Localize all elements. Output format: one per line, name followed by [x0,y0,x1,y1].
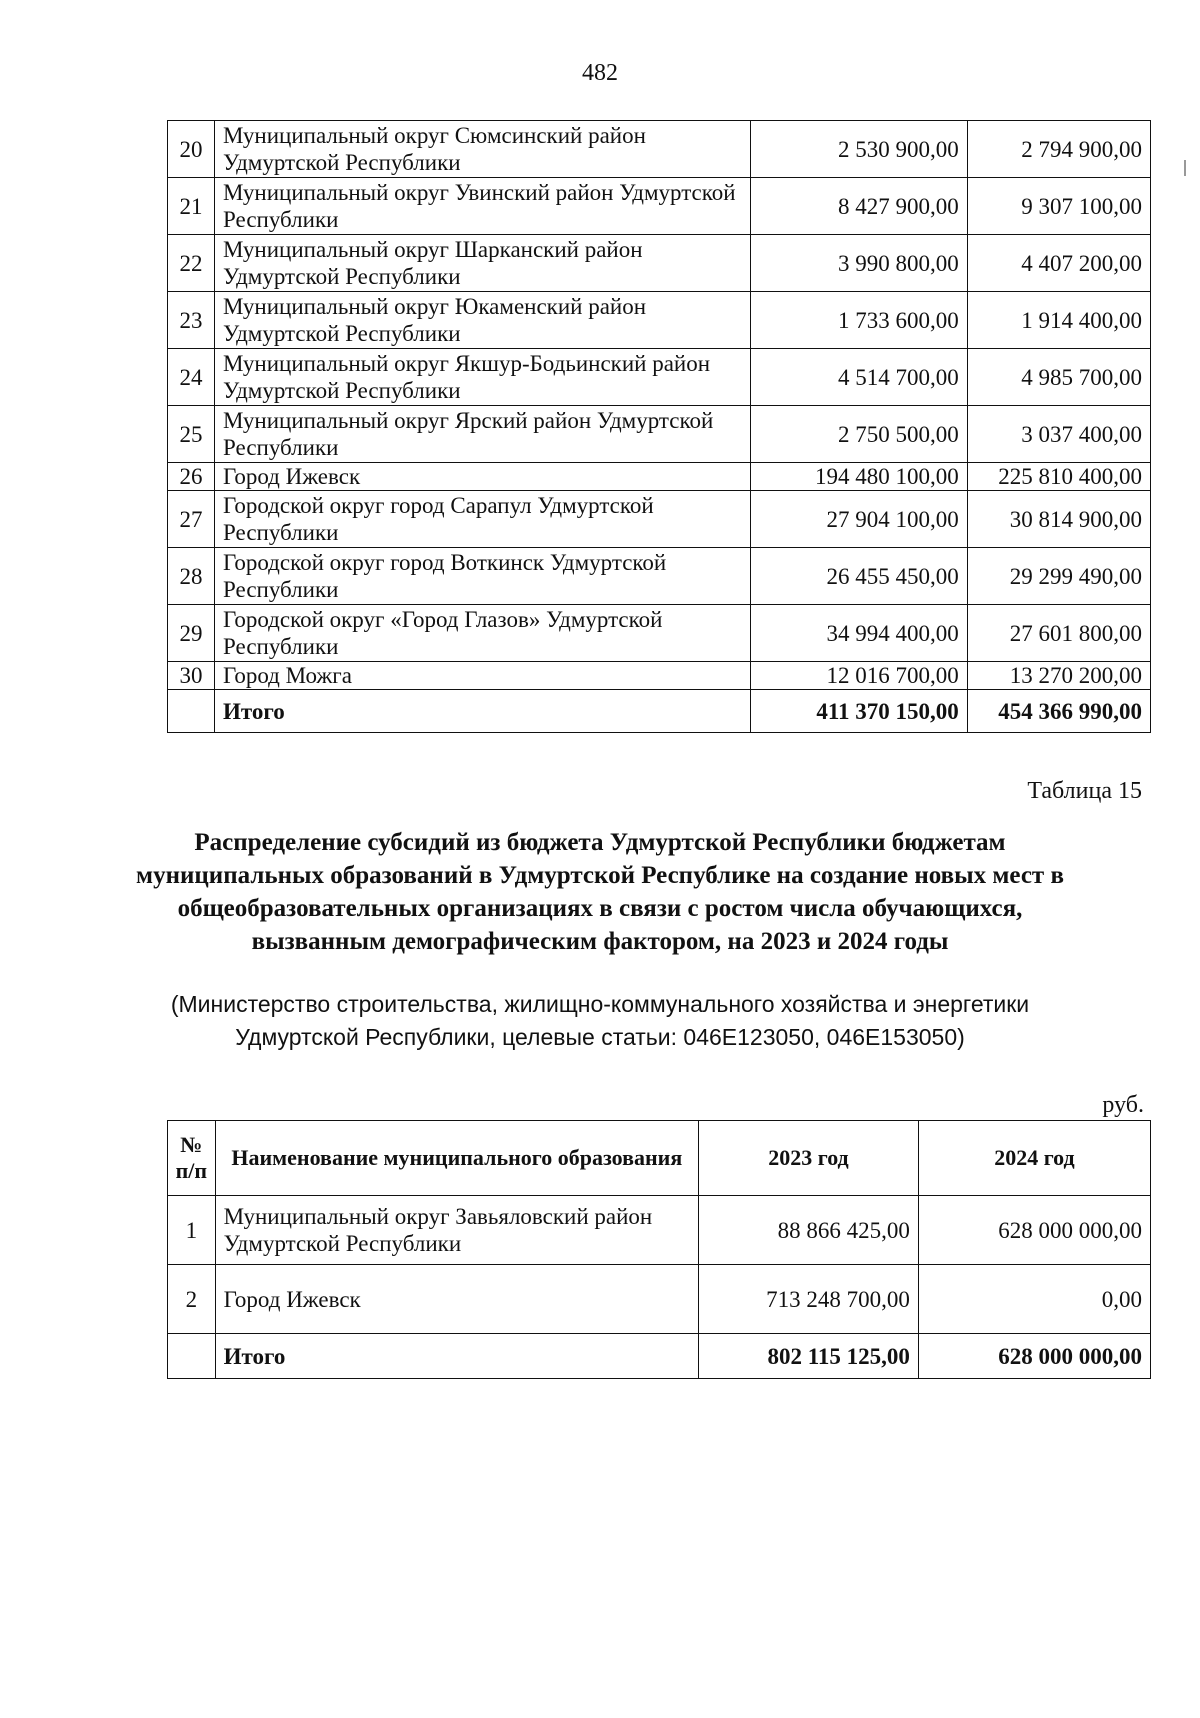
row-number: 30 [168,662,215,690]
amount-2023: 1 733 600,00 [750,292,967,349]
row-number: 29 [168,605,215,662]
municipality-name: Муниципальный округ Завьяловский район Удмуртской Республики [215,1196,698,1265]
table-15 [167,1120,1151,1379]
municipality-name: Город Можга [215,662,751,690]
row-number-empty [168,1334,216,1379]
row-number: 22 [168,235,215,292]
table-row [168,178,1151,235]
amount-2023: 88 866 425,00 [699,1196,919,1265]
amount-2024: 9 307 100,00 [967,178,1150,235]
amount-2023: 4 514 700,00 [750,349,967,406]
total-label: Итого [215,1334,698,1379]
table-row [168,406,1151,463]
municipality-name: Муниципальный округ Юкаменский район Удмуртской Республики [215,292,751,349]
row-number: 21 [168,178,215,235]
table-row [168,1196,1151,1265]
amount-2023: 2 530 900,00 [750,121,967,178]
row-number: 27 [168,491,215,548]
table-row [168,491,1151,548]
header-2023: 2023 год [699,1121,919,1196]
total-2023: 411 370 150,00 [750,690,967,733]
table-row [168,1265,1151,1334]
amount-2024: 0,00 [918,1265,1150,1334]
table-row [168,292,1151,349]
row-number: 25 [168,406,215,463]
amount-2024: 628 000 000,00 [918,1196,1150,1265]
total-2024: 628 000 000,00 [918,1334,1150,1379]
table-row [168,235,1151,292]
municipality-name: Город Ижевск [215,1265,698,1334]
row-number: 2 [168,1265,216,1334]
amount-2023: 34 994 400,00 [750,605,967,662]
amount-2024: 27 601 800,00 [967,605,1150,662]
table-caption: Таблица 15 [1027,778,1142,804]
amount-2024: 13 270 200,00 [967,662,1150,690]
municipality-name: Муниципальный округ Ярский район Удмуртской Республики [215,406,751,463]
table-row [168,605,1151,662]
header-name: Наименование муниципального образования [215,1121,698,1196]
municipality-name: Муниципальный округ Сюмсинский район Удмуртской Республики [215,121,751,178]
municipality-name: Городской округ город Воткинск Удмуртской Республики [215,548,751,605]
amount-2023: 27 904 100,00 [750,491,967,548]
table-subtitle: (Министерство строительства, жилищно-коммунального хозяйства и энергетики Удмуртской Республики, целевые статьи: 046E123050, 046E153050) [170,991,1030,1050]
row-number: 20 [168,121,215,178]
page-number: 482 [582,60,618,86]
total-label: Итого [215,690,751,733]
table-row [168,548,1151,605]
total-2023: 802 115 125,00 [699,1334,919,1379]
amount-2024: 1 914 400,00 [967,292,1150,349]
amount-2024: 29 299 490,00 [967,548,1150,605]
header-num: № п/п [168,1121,216,1196]
row-number-empty [168,690,215,733]
row-number: 24 [168,349,215,406]
amount-2023: 26 455 450,00 [750,548,967,605]
table-14-continuation [167,120,1151,733]
amount-2024: 4 985 700,00 [967,349,1150,406]
municipality-name: Муниципальный округ Увинский район Удмуртской Республики [215,178,751,235]
amount-2023: 3 990 800,00 [750,235,967,292]
amount-2024: 30 814 900,00 [967,491,1150,548]
municipality-name: Город Ижевск [215,463,751,491]
row-number: 1 [168,1196,216,1265]
municipality-name: Городской округ «Город Глазов» Удмуртской Республики [215,605,751,662]
total-row [168,690,1151,733]
municipality-name: Муниципальный округ Якшур-Бодьинский район Удмуртской Республики [215,349,751,406]
total-row [168,1334,1151,1379]
amount-2024: 4 407 200,00 [967,235,1150,292]
row-number: 28 [168,548,215,605]
table-title: Распределение субсидий из бюджета Удмуртской Республики бюджетам муниципальных образований в Удмуртской Республике на создание новых мест в общеобразовательных организациях в связи с ростом числа обучающихся, вызванным демографическим фактором, на 2023 и 2024 годы [136,829,1064,955]
table-row [168,121,1151,178]
amount-2024: 2 794 900,00 [967,121,1150,178]
table-row [168,463,1151,491]
table-row [168,662,1151,690]
table-header-row [168,1121,1151,1196]
amount-2023: 8 427 900,00 [750,178,967,235]
municipality-name: Городской округ город Сарапул Удмуртской Республики [215,491,751,548]
amount-2023: 713 248 700,00 [699,1265,919,1334]
amount-2023: 12 016 700,00 [750,662,967,690]
municipality-name: Муниципальный округ Шарканский район Удмуртской Республики [215,235,751,292]
currency-unit: руб. [1102,1092,1144,1118]
total-2024: 454 366 990,00 [967,690,1150,733]
amount-2023: 194 480 100,00 [750,463,967,491]
table-row [168,349,1151,406]
amount-2023: 2 750 500,00 [750,406,967,463]
row-number: 26 [168,463,215,491]
row-number: 23 [168,292,215,349]
header-2024: 2024 год [918,1121,1150,1196]
amount-2024: 225 810 400,00 [967,463,1150,491]
amount-2024: 3 037 400,00 [967,406,1150,463]
scan-mark [1184,160,1186,176]
